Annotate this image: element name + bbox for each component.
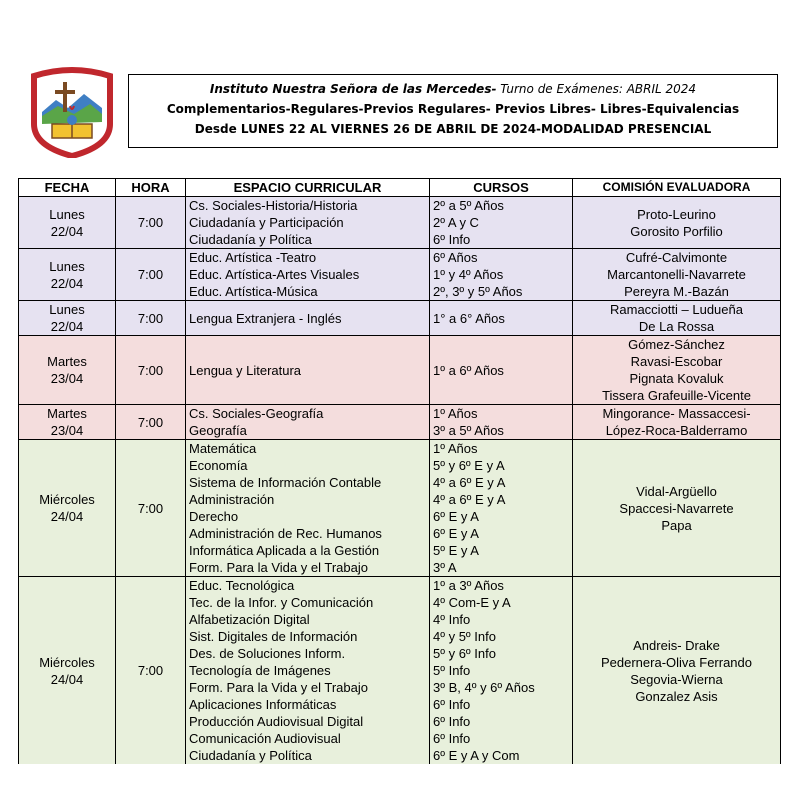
comision-cell <box>573 577 781 765</box>
cursos-cell-line: 6º Años <box>433 250 478 265</box>
fecha-cell-line: 24/04 <box>50 671 84 687</box>
fecha-cell <box>19 336 116 405</box>
comision-cell-line: Vidal-Argüello <box>636 483 717 499</box>
fecha-cell-line: Martes <box>47 354 87 369</box>
espacio-curricular-cell <box>186 336 430 405</box>
espacio-curricular-cell-line: Form. Para la Vida y el Trabajo <box>189 680 368 695</box>
fecha-cell-line: Miércoles <box>39 654 95 670</box>
exam-header <box>128 74 778 148</box>
espacio-curricular-cell-line: Cs. Sociales-Geografía <box>189 406 324 421</box>
fecha-cell-line: 23/04 <box>50 371 84 386</box>
fecha-cell-line: Miércoles <box>39 492 95 507</box>
comision-cell-line: Papa <box>661 517 692 533</box>
espacio-curricular-cell-line: Derecho <box>189 509 239 524</box>
column-header-fecha: FECHA <box>19 179 116 197</box>
fecha-cell <box>19 301 116 336</box>
cursos-cell-line: 2º A y C <box>433 215 479 230</box>
cursos-cell-line: 1º Años <box>433 406 478 421</box>
cursos-cell-line: 6º E y A <box>433 526 479 541</box>
cursos-cell-line: 5º y 6º Info <box>433 646 496 661</box>
espacio-curricular-cell-line: Geografía <box>189 423 247 438</box>
comision-cell-line: Pignata Kovaluk <box>629 371 724 386</box>
comision-cell-line: Ramacciotti – Ludueña <box>610 302 743 317</box>
comision-cell-line: Spaccesi-Navarrete <box>619 500 734 516</box>
espacio-curricular-cell-line: Administración <box>189 492 275 507</box>
cursos-cell-line: 1º Años <box>433 441 478 456</box>
comision-cell-line: Gómez-Sánchez <box>628 337 725 352</box>
espacio-curricular-cell-line: Producción Audiovisual Digital <box>189 714 364 729</box>
espacio-curricular-cell <box>186 301 430 336</box>
espacio-curricular-cell-line: Comunicación Audiovisual <box>189 731 341 746</box>
espacio-curricular-cell-line: Alfabetización Digital <box>189 612 310 627</box>
hora-cell: 7:00 <box>116 301 186 336</box>
espacio-curricular-cell-line: Form. Para la Vida y el Trabajo <box>189 560 368 575</box>
comision-cell-line: Proto-Leurino <box>637 206 716 222</box>
fecha-cell <box>19 440 116 577</box>
comision-cell-line: Mingorance- Massaccesi- <box>602 406 751 421</box>
espacio-curricular-cell-line: Educ. Tecnológica <box>189 578 295 593</box>
cursos-cell <box>430 577 573 765</box>
comision-cell <box>573 440 781 577</box>
espacio-curricular-cell-line: Educ. Artística-Música <box>189 284 318 299</box>
espacio-curricular-cell-line: Des. de Soluciones Inform. <box>189 646 346 661</box>
cursos-cell-line: 3º A <box>433 560 457 575</box>
cursos-cell-line: 6º Info <box>433 731 471 746</box>
comision-cell <box>573 336 781 405</box>
espacio-curricular-cell-line: Sistema de Información Contable <box>189 475 382 490</box>
espacio-curricular-cell-line: Economía <box>189 458 248 473</box>
hora-cell: 7:00 <box>116 336 186 405</box>
exam-schedule-table <box>18 178 781 764</box>
comision-cell-line: Andreis- Drake <box>633 637 720 653</box>
header-title-line <box>129 79 777 99</box>
column-header-hora: HORA <box>116 179 186 197</box>
exam-dates-line: Desde LUNES 22 AL VIERNES 26 DE ABRIL DE 2024-MODALIDAD PRESENCIAL <box>194 122 712 136</box>
espacio-curricular-cell-line: Educ. Artística-Artes Visuales <box>189 267 360 282</box>
comision-cell-line: Segovia-Wierna <box>630 671 723 687</box>
hora-cell: 7:00 <box>116 405 186 440</box>
espacio-curricular-cell-line: Matemática <box>189 441 257 456</box>
espacio-curricular-cell-line: Cs. Sociales-Historia/Historia <box>189 198 358 213</box>
espacio-curricular-cell-line: Ciudadanía y Política <box>189 748 312 763</box>
table-row <box>19 301 781 336</box>
cursos-cell <box>430 197 573 249</box>
table-row <box>19 440 781 577</box>
cursos-cell-line: 2º, 3º y 5º Años <box>433 284 523 299</box>
comision-cell-line: Tissera Grafeuille-Vicente <box>602 388 751 403</box>
espacio-curricular-cell <box>186 405 430 440</box>
fecha-cell-line: 23/04 <box>50 423 84 438</box>
cursos-cell <box>430 249 573 301</box>
espacio-curricular-cell <box>186 440 430 577</box>
table-body <box>19 197 781 765</box>
column-header-comision: COMISIÓN EVALUADORA <box>573 179 781 197</box>
espacio-curricular-cell <box>186 197 430 249</box>
fecha-cell-line: Lunes <box>49 206 85 222</box>
exam-types-line: Complementarios-Regulares-Previos Regulares- Previos Libres- Libres-Equivalencias <box>166 102 740 116</box>
shield-emblem-icon <box>28 66 116 158</box>
fecha-cell-line: Lunes <box>49 302 85 317</box>
espacio-curricular-cell-line: Administración de Rec. Humanos <box>189 526 382 541</box>
cursos-cell-line: 1º a 6º Años <box>433 362 504 378</box>
fecha-cell-line: 22/04 <box>50 275 84 291</box>
comision-cell-line: Pereyra M.-Bazán <box>624 284 729 299</box>
comision-cell <box>573 405 781 440</box>
table-row <box>19 577 781 765</box>
cursos-cell-line: 3º B, 4º y 6º Años <box>433 680 535 695</box>
espacio-curricular-cell-line: Informática Aplicada a la Gestión <box>189 543 380 558</box>
cursos-cell <box>430 440 573 577</box>
cursos-cell-line: 5º Info <box>433 663 471 678</box>
hora-cell: 7:00 <box>116 197 186 249</box>
cursos-cell-line: 3º a 5º Años <box>433 423 504 438</box>
comision-cell <box>573 249 781 301</box>
cursos-cell-line: 5º E y A <box>433 543 479 558</box>
table-row <box>19 197 781 249</box>
espacio-curricular-cell <box>186 249 430 301</box>
fecha-cell-line: 22/04 <box>50 319 84 334</box>
table-row <box>19 405 781 440</box>
cursos-cell-line: 1º y 4º Años <box>433 267 504 282</box>
cursos-cell-line: 6º Info <box>433 697 471 712</box>
cursos-cell-line: 4º Com-E y A <box>433 595 511 610</box>
comision-cell-line: Ravasi-Escobar <box>630 354 723 369</box>
espacio-curricular-cell-line: Sist. Digitales de Información <box>189 629 358 644</box>
cursos-cell-line: 4º Info <box>433 612 471 627</box>
fecha-cell-line: Lunes <box>49 258 85 274</box>
comision-cell <box>573 301 781 336</box>
comision-cell-line: Gorosito Porfilio <box>630 223 723 239</box>
espacio-curricular-cell-line: Ciudadanía y Política <box>189 232 312 247</box>
fecha-cell-line: Martes <box>47 406 87 421</box>
cursos-cell-line: 5º y 6º E y A <box>433 458 505 473</box>
comision-cell-line: Marcantonelli-Navarrete <box>607 267 746 282</box>
school-logo <box>28 66 116 158</box>
column-header-espacio: ESPACIO CURRICULAR <box>186 179 430 197</box>
fecha-cell <box>19 577 116 765</box>
hora-cell: 7:00 <box>116 440 186 577</box>
cursos-cell-line: 2º a 5º Años <box>433 198 504 213</box>
espacio-curricular-cell-line: Tec. de la Infor. y Comunicación <box>189 595 374 610</box>
espacio-curricular-cell-line: Aplicaciones Informáticas <box>189 697 337 712</box>
exam-turn: Turno de Exámenes: ABRIL 2024 <box>496 82 697 96</box>
comision-cell-line: López-Roca-Balderramo <box>605 423 748 438</box>
espacio-curricular-cell-line: Educ. Artística -Teatro <box>189 250 317 265</box>
cursos-cell <box>430 405 573 440</box>
table-header-row <box>19 179 781 197</box>
fecha-cell <box>19 405 116 440</box>
institution-name: Instituto Nuestra Señora de las Mercedes- <box>209 82 497 96</box>
cursos-cell <box>430 336 573 405</box>
hora-cell: 7:00 <box>116 577 186 765</box>
cursos-cell-line: 6º E y A <box>433 509 479 524</box>
comision-cell-line: Pedernera-Oliva Ferrando <box>600 654 753 670</box>
comision-cell-line: De La Rossa <box>638 319 715 334</box>
cursos-cell-line: 1° a 6° Años <box>433 310 505 326</box>
column-header-cursos: CURSOS <box>430 179 573 197</box>
comision-cell-line: Cufré-Calvimonte <box>625 250 728 265</box>
comision-cell <box>573 197 781 249</box>
cursos-cell-line: 4º a 6º E y A <box>433 475 506 490</box>
fecha-cell <box>19 197 116 249</box>
fecha-cell-line: 22/04 <box>50 223 84 239</box>
cursos-cell <box>430 301 573 336</box>
hora-cell: 7:00 <box>116 249 186 301</box>
espacio-curricular-cell-line: Ciudadanía y Participación <box>189 215 344 230</box>
cursos-cell-line: 4º a 6º E y A <box>433 492 506 507</box>
cursos-cell-line: 6º E y A y Com <box>433 748 520 763</box>
table-row <box>19 336 781 405</box>
espacio-curricular-cell-line: Tecnología de Imágenes <box>189 663 331 678</box>
fecha-cell-line: 24/04 <box>50 509 84 524</box>
cursos-cell-line: 6º Info <box>433 714 471 729</box>
cursos-cell-line: 4º y 5º Info <box>433 629 496 644</box>
espacio-curricular-cell-line: Lengua Extranjera - Inglés <box>189 310 342 326</box>
fecha-cell <box>19 249 116 301</box>
comision-cell-line: Gonzalez Asis <box>635 688 718 704</box>
cursos-cell-line: 1º a 3º Años <box>433 578 504 593</box>
cursos-cell-line: 6º Info <box>433 232 471 247</box>
table-row <box>19 249 781 301</box>
espacio-curricular-cell <box>186 577 430 765</box>
espacio-curricular-cell-line: Lengua y Literatura <box>189 362 302 378</box>
